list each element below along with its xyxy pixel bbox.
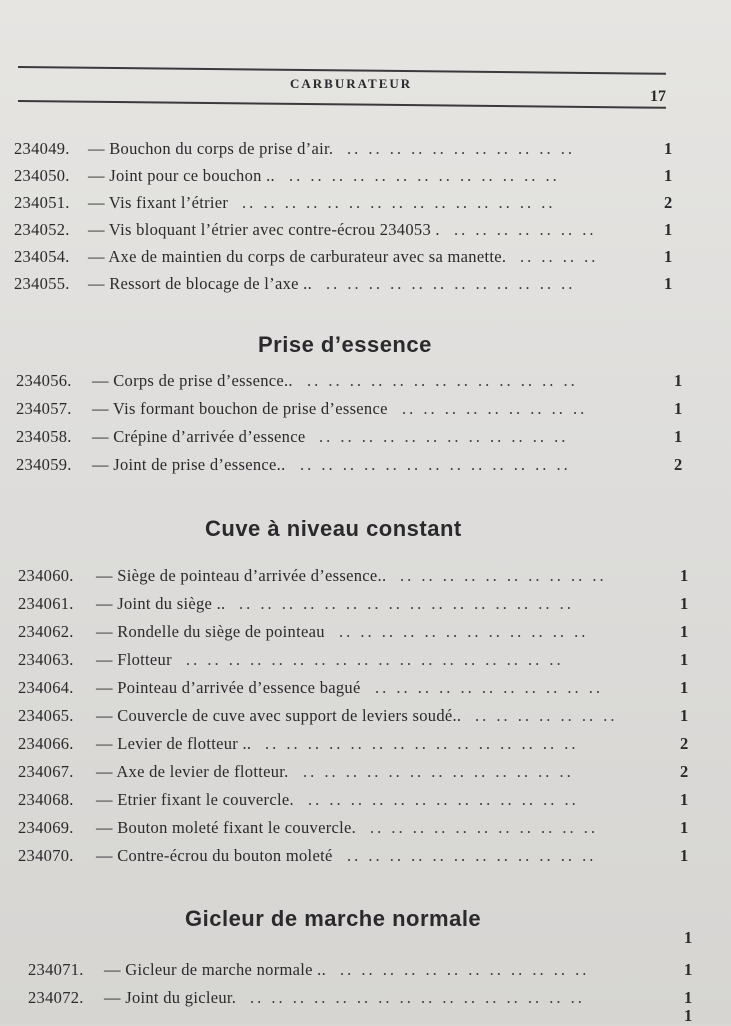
part-description: — Bouchon du corps de prise d’air. [88,139,334,158]
part-row [0,193,700,217]
part-quantity: 1 [680,594,689,613]
part-reference: 234070. [18,846,74,865]
part-row [0,678,700,702]
part-description: — Levier de flotteur .. [96,734,252,753]
part-quantity: 1 [680,846,689,865]
part-description: — Etrier fixant le couvercle. [96,790,294,809]
dot-leader: .. .. .. .. .. .. .. .. .. .. .. [375,678,603,697]
section-heading: Gicleur de marche normale [185,906,482,931]
part-quantity: 1 [684,960,693,979]
part-description: — Ressort de blocage de l’axe .. [88,274,313,293]
part-reference: 234062. [18,622,74,641]
dot-leader: .. .. .. .. .. .. .. .. .. .. .. .. [339,622,589,641]
part-quantity: 1 [680,622,689,641]
dot-leader: .. .. .. .. .. .. .. .. .. .. .. [370,818,598,837]
header-rule-bottom [18,100,666,109]
part-description: — Rondelle du siège de pointeau [96,622,325,641]
dot-leader: .. .. .. .. .. .. .. .. .. .. .. .. .. .. .. .. [250,988,585,1007]
part-description: — Joint pour ce bouchon .. [88,166,275,185]
part-row [0,650,700,674]
part-reference: 234061. [18,594,74,613]
part-reference: 234052. [14,220,70,239]
part-quantity: 1 [680,818,689,837]
part-reference: 234050. [14,166,70,185]
dot-leader: .. .. .. .. .. .. .. [454,220,597,239]
section-heading: Prise d’essence [258,332,432,357]
part-row [0,455,700,479]
part-quantity: 1 [680,706,689,725]
part-description: — Contre-écrou du bouton moleté [96,846,333,865]
part-description: — Bouton moleté fixant le couvercle. [96,818,357,837]
dot-leader: .. .. .. .. .. .. .. .. .. .. .. .. .. .. .. .. .. .. [186,650,564,669]
dot-leader: .. .. .. .. .. .. .. .. .. .. .. .. .. .. .. .. [239,594,574,613]
part-description: — Crépine d’arrivée d’essence [92,427,306,446]
part-row [0,706,700,730]
part-quantity: 2 [680,734,689,753]
part-quantity: 1 [680,650,689,669]
part-description: — Gicleur de marche normale .. [104,960,327,979]
part-reference: 234057. [16,399,72,418]
part-quantity: 1 [664,220,673,239]
part-row [0,247,700,271]
part-reference: 234058. [16,427,72,446]
dot-leader: .. .. .. .. .. .. .. .. .. .. .. [347,139,575,158]
part-reference: 234063. [18,650,74,669]
part-reference: 234068. [18,790,74,809]
part-row [0,594,700,618]
dot-leader: .. .. .. .. .. .. .. .. .. .. .. .. .. .. .. [265,734,579,753]
part-row [0,220,700,244]
part-row [0,399,700,423]
part-quantity: 2 [664,193,673,212]
part-quantity: 1 [674,399,683,418]
dot-leader: .. .. .. .. .. .. .. .. .. .. .. .. [326,274,576,293]
part-row [0,427,700,451]
part-row [0,734,700,758]
part-quantity: 1 [674,427,683,446]
part-row [0,139,700,163]
part-reference: 234051. [14,193,70,212]
part-description: — Pointeau d’arrivée d’essence bagué [96,678,361,697]
part-row [0,846,700,870]
part-reference: 234067. [18,762,74,781]
part-row [0,622,700,646]
part-row [0,566,700,590]
part-quantity: 1 [664,274,673,293]
part-reference: 234072. [28,988,84,1007]
part-description: — Joint de prise d’essence.. [92,455,286,474]
dot-leader: .. .. .. .. .. .. .. .. .. .. .. .. [340,960,590,979]
part-reference: 234071. [28,960,84,979]
part-row [0,988,700,1012]
part-quantity: 1 [680,678,689,697]
part-reference: 234055. [14,274,70,293]
part-reference: 234065. [18,706,74,725]
part-quantity: 1 [684,988,693,1007]
dot-leader: .. .. .. .. .. .. .. [475,706,618,725]
dot-leader: .. .. .. .. .. .. .. .. .. .. .. .. .. .. .. [242,193,556,212]
part-reference: 234049. [14,139,70,158]
part-description: — Vis bloquant l’étrier avec contre-écrou 234053 . [88,220,440,239]
running-title: CARBURATEUR [290,76,413,91]
dot-leader: .. .. .. .. .. .. .. .. .. .. .. .. .. [303,762,574,781]
dot-leader: .. .. .. .. .. .. .. .. .. .. .. .. .. [307,371,578,390]
part-row [0,960,700,984]
part-reference: 234060. [18,566,74,585]
part-reference: 234064. [18,678,74,697]
quantity-value: 1 [684,1006,693,1025]
part-description: — Vis fixant l’étrier [88,193,229,212]
page-number: 17 [650,88,666,105]
part-reference: 234054. [14,247,70,266]
part-row [0,790,700,814]
header-rule-top [18,66,666,75]
part-description: — Axe de maintien du corps de carburateur avec sa manette. [88,247,507,266]
dot-leader: .. .. .. .. .. .. .. .. .. .. [400,566,607,585]
dot-leader: .. .. .. .. .. .. .. .. .. .. .. .. .. [300,455,571,474]
quantity-value: 1 [684,928,693,947]
part-row [0,762,700,786]
part-quantity: 2 [680,762,689,781]
part-reference: 234056. [16,371,72,390]
dot-leader: .. .. .. .. .. .. .. .. .. .. .. .. [319,427,569,446]
part-quantity: 1 [664,166,673,185]
part-description: — Joint du siège .. [96,594,226,613]
part-description: — Joint du gicleur. [104,988,237,1007]
part-reference: 234059. [16,455,72,474]
part-description: — Siège de pointeau d’arrivée d’essence.. [96,566,387,585]
part-description: — Flotteur [96,650,172,669]
part-quantity: 1 [674,371,683,390]
dot-leader: .. .. .. .. .. .. .. .. .. .. .. .. .. [289,166,560,185]
part-row [0,166,700,190]
part-quantity: 2 [674,455,683,474]
part-description: — Vis formant bouchon de prise d’essence [92,399,388,418]
part-description: — Axe de levier de flotteur. [96,762,289,781]
part-row [0,371,700,395]
part-reference: 234069. [18,818,74,837]
dot-leader: .. .. .. .. .. .. .. .. .. [402,399,588,418]
part-row [0,274,700,298]
dot-leader: .. .. .. .. .. .. .. .. .. .. .. .. [347,846,597,865]
section-heading: Cuve à niveau constant [205,516,462,541]
part-description: — Corps de prise d’essence.. [92,371,293,390]
part-quantity: 1 [680,790,689,809]
part-row [0,818,700,842]
part-reference: 234066. [18,734,74,753]
dot-leader: .. .. .. .. [520,247,599,266]
part-quantity: 1 [680,566,689,585]
part-quantity: 1 [664,139,673,158]
dot-leader: .. .. .. .. .. .. .. .. .. .. .. .. .. [308,790,579,809]
part-description: — Couvercle de cuve avec support de leviers soudé.. [96,706,462,725]
part-quantity: 1 [664,247,673,266]
